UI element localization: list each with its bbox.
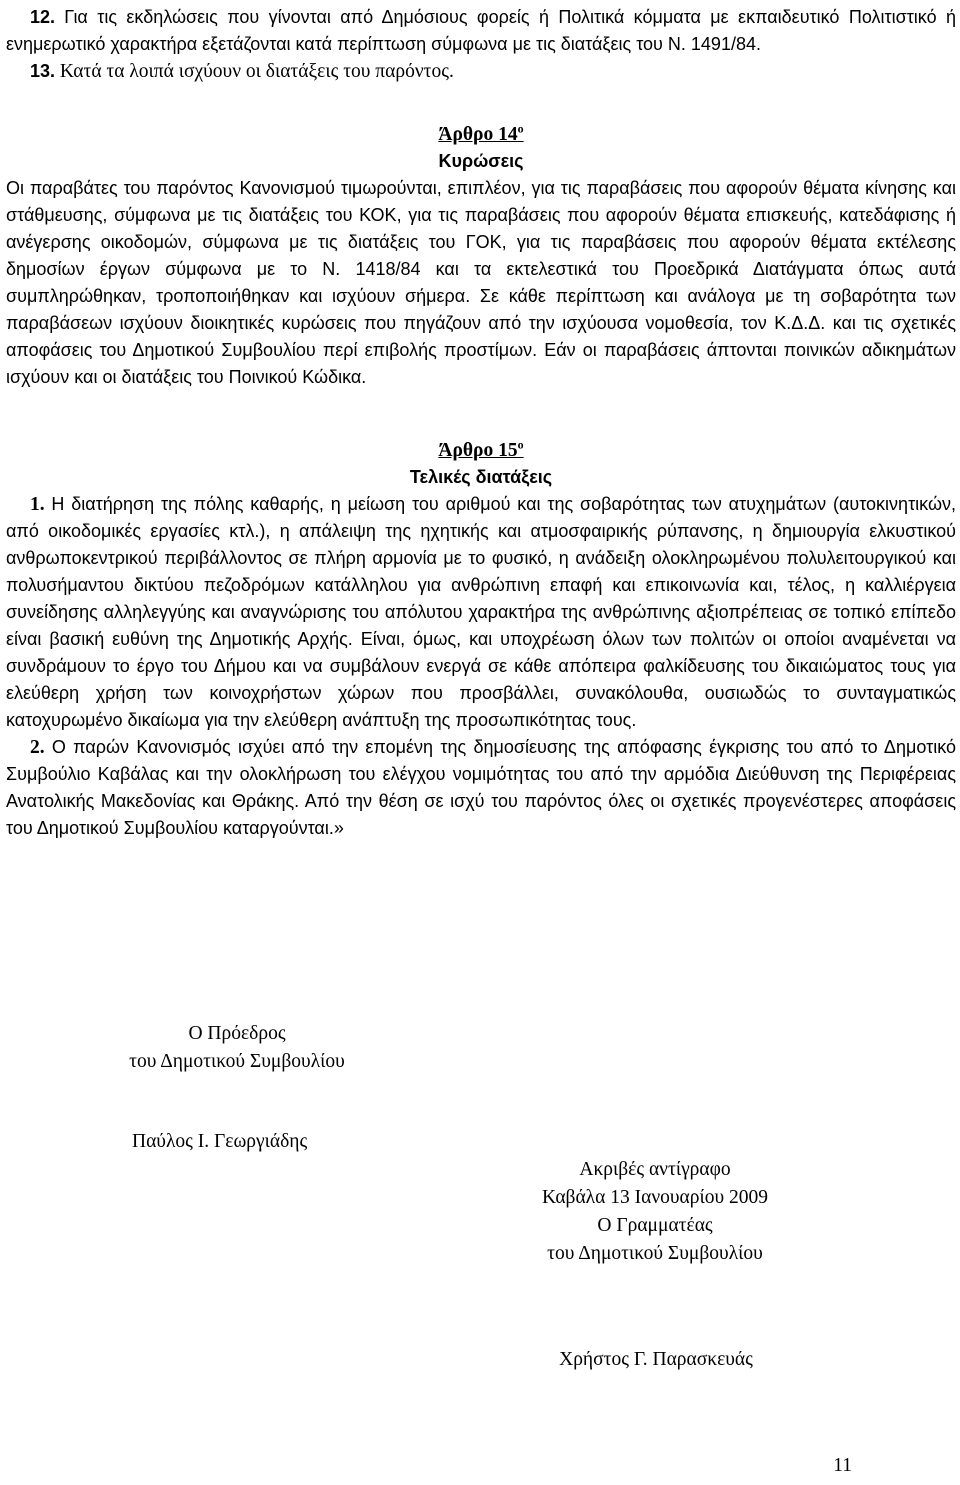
article-15-item-2 — [6, 734, 956, 842]
article-15-item-2-number: 2. — [30, 737, 45, 758]
article-14-body — [6, 175, 956, 391]
item-13-number: 13. — [30, 61, 56, 81]
article-14-title-superscript: ο — [517, 121, 524, 136]
article-15-subtitle: Τελικές διατάξεις — [409, 467, 553, 487]
article-14-body-part2: Σε κάθε περίπτωση και ανάλογα με τη σοβαρότητα των παραβάσεων ισχύουν διοικητικές κυρώσεις που πηγάζουν από την ισχύουσα νομοθεσία, τον Κ.Δ.Δ. και τις σχετικές αποφάσεις του Δημοτικού Συμβουλίου περί επιβολής προστίμων. Εάν οι παραβάσεις άπτονται ποινικών αδικημάτων ισχύουν και οι διατάξεις του Ποινικού Κώδικα. — [6, 286, 957, 387]
item-12-text: Για τις εκδηλώσεις που γίνονται από Δημόσιους φορείς ή Πολιτικά κόμματα με εκπαιδευτικό Πολιτιστικό ή ενημερωτικό χαρακτήρα εξετάζονται κατά περίπτωση σύμφωνα με τις διατάξεις του Ν. 1491/84. — [6, 7, 956, 54]
article-14-subtitle: Κυρώσεις — [438, 151, 524, 171]
article-14-title — [6, 121, 956, 148]
article-14-title-text: Άρθρο $14^o$ — [438, 121, 524, 145]
copy-certification-label: Ακριβές αντίγραφο — [579, 1159, 731, 1180]
document-page — [6, 4, 956, 842]
copy-certification-date: Καβάλα 13 Ιανουαρίου 2009 — [541, 1187, 769, 1208]
item-13 — [6, 58, 956, 85]
secretary-title: Ο Γραμματέας — [597, 1215, 713, 1236]
article-15-item-2-text: Ο παρών Κανονισμός ισχύει από την επομένη της δημοσίευσης της απόφασης έγκρισης του από το Δημοτικό Συμβούλιο Καβάλας και την ολοκλήρωση του ελέγχου νομιμότητας του από την αρμόδια Διεύθυνση της Περιφέρειας Ανατολικής Μακεδονίας και Θράκης. Από την θέση σε ισχύ του παρόντος όλες οι σχετικές προγενέστερες αποφάσεις του Δημοτικού Συμβουλίου καταργούνται.» — [6, 737, 956, 838]
article-15-title — [6, 437, 956, 464]
article-14-body-part1: Οι παραβάτες του παρόντος Κανονισμού τιμωρούνται, επιπλέον, για τις παραβάσεις που αφορούν θέματα κίνησης και στάθμευσης, σύμφωνα με τις διατάξεις του ΚΟΚ, για τις παραβάσεις που αφορούν θέματα επισκευής, κατεδάφισης ή ανέγερσης οικοδομών, σύμφωνα με τις διατάξεις του ΓΟΚ, για τις παραβάσεις που αφορούν θέματα εκτέλεσης δημοσίων έργων σύμφωνα με το Ν. 1418/84 και τα εκτελεστικά του Προεδρικά Διατάγματα όπως αυτά συμπληρώθηκαν, τροποποιήθηκαν και ισχύουν σήμερα. — [6, 178, 956, 306]
page-number: 11 — [833, 1455, 852, 1476]
president-council: του Δημοτικού Συμβουλίου — [129, 1051, 345, 1072]
item-12-number: 12. — [30, 7, 56, 27]
article-15-title-superscript: ο — [517, 437, 524, 452]
president-title: Ο Πρόεδρος — [188, 1023, 286, 1044]
spacer — [6, 85, 956, 121]
article-15-title-text: Άρθρο $15^o$ — [438, 437, 524, 461]
item-12 — [6, 4, 956, 58]
secretary-name: Χρήστος Γ. Παρασκευάς — [559, 1349, 753, 1370]
article-15-item-1-number: 1. — [30, 494, 45, 515]
item-13-text: Κατά τα λοιπά ισχύουν οι διατάξεις του παρόντος. — [59, 61, 454, 82]
article-15-item-1 — [6, 491, 956, 734]
secretary-name-block — [516, 1346, 796, 1374]
president-name: Παύλος Ι. Γεωργιάδης — [132, 1131, 308, 1152]
president-signature-block — [106, 1020, 368, 1076]
president-name-block — [106, 1128, 412, 1156]
copy-certification-block — [500, 1156, 810, 1268]
secretary-council: του Δημοτικού Συμβουλίου — [547, 1243, 763, 1264]
spacer — [6, 391, 956, 437]
article-15-item-1-text: Η διατήρηση της πόλης καθαρής, η μείωση του αριθμού και της σοβαρότητας των ατυχημάτων (αυτοκινητικών, από οικοδομικές εργασίες κτλ.), η απάλειψη της ηχητικής και ατμοσφαιρικής ρύπανσης, η δημιουργία ελκυστικού ανθρωποκεντρικού περιβάλλοντος σε πλήρη αρμονία με το φυσικό, η ανάδειξη ολοκληρωμένου πολυλειτουργικού και πολυσήμαντου δικτύου πεζοδρόμων κατάλληλου για ανθρώπινη επαφή και επικοινωνία και, τέλος, η καλλιέργεια συνείδησης αλληλεγγύης και αναγνώρισης του απόλυτου χαρακτήρα της ανθρώπινης αξιοπρέπειας σε τοπικό επίπεδο είναι βασική ευθύνη της Δημοτικής Αρχής. Είναι, όμως, και υποχρέωση όλων των πολιτών οι οποίοι αναμένεται να συνδράμουν το έργο του Δήμου και να συμβάλουν ενεργά σε κάθε απόπειρα φαλκίδευσης του δικαιώματος τους για ελεύθερη χρήση των κοινοχρήστων χώρων που προσβάλλει, συνακόλουθα, ουσιωδώς το συνταγματικώς κατοχυρωμένο δικαίωμα για την ελεύθερη ανάπτυξη της προσωπικότητας τους. — [6, 494, 957, 730]
